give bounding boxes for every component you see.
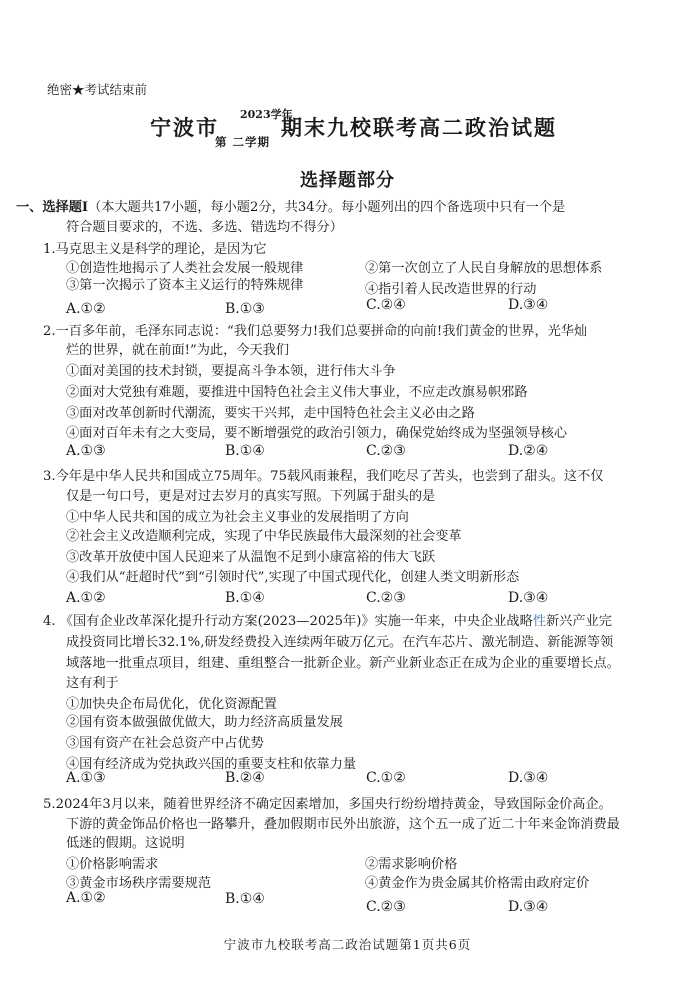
q4-choice-c[interactable]: C.①② [366, 770, 406, 786]
q4-stem-line3: 域落地一批重点项目，组建、重组整合一批新企业。新产业新业态正在成为企业的重要增长点。 [66, 656, 620, 671]
q1-choice-b[interactable]: B.①③ [225, 301, 265, 317]
title-term: 第 二学期 [215, 135, 271, 149]
q4-option-3: ③国有资产在社会总资产中占优势 [66, 736, 264, 751]
q3-option-1: ①中华人民共和国的成立为社会主义事业的发展指明了方向 [66, 510, 409, 525]
q3-stem-line1: 3.今年是中华人民共和国成立75周年。75载风雨兼程，我们吃尽了苦头，也尝到了甜头。这不仅 [43, 469, 604, 484]
q2-choice-b[interactable]: B.①④ [225, 443, 265, 459]
q2-choice-a[interactable]: A.①③ [66, 443, 106, 459]
title-year: 2023学年 [240, 108, 293, 121]
q3-stem-line2: 仅是一句口号，更是对过去岁月的真实写照。下列属于甜头的是 [66, 489, 436, 504]
q4-choice-d[interactable]: D.③④ [508, 770, 549, 786]
section-title: 选择题部分 [300, 170, 395, 191]
q1-choice-c[interactable]: C.②④ [366, 297, 406, 313]
q3-choice-a[interactable]: A.①② [66, 590, 106, 606]
q3-option-2: ②社会主义改造顺利完成，实现了中华民族最伟大最深刻的社会变革 [66, 529, 462, 544]
q1-option-1: ①创造性地揭示了人类社会发展一般规律 [66, 261, 304, 276]
q5-option-2: ②需求影响价格 [365, 857, 458, 872]
q4-option-2: ②国有资本做强做优做大，助力经济高质量发展 [66, 715, 343, 730]
part-heading-number: 一、选择题Ⅰ [16, 200, 89, 215]
q4-stem-line2: 成投资同比增长32.1%,研发经费投入连续两年破万亿元。在汽车芯片、激光制造、新能源等领 [66, 635, 614, 650]
q5-option-3: ③黄金市场秩序需要规范 [66, 876, 212, 891]
title-prefix: 宁波市 [150, 115, 219, 140]
q1-option-3: ③第一次揭示了资本主义运行的特殊规律 [66, 278, 304, 293]
q5-choice-c[interactable]: C.②③ [366, 899, 406, 915]
q5-stem-line3: 低迷的假期。这说明 [66, 836, 185, 851]
q5-stem-line2: 下游的黄金饰品价格也一路攀升，叠加假期市民外出旅游，这个五一成了近二十年来金饰消费最 [66, 817, 620, 832]
q3-choice-c[interactable]: C.②③ [366, 590, 406, 606]
exam-title [150, 112, 557, 142]
q1-choice-d[interactable]: D.③④ [508, 297, 549, 313]
confidential-label: 绝密★考试结束前 [47, 82, 148, 97]
q4-option-1: ①加快央企布局优化，优化资源配置 [66, 697, 277, 712]
page-footer: 宁波市九校联考高二政治试题第1页共6页 [223, 937, 472, 952]
q4-stem-highlight: 性 [532, 614, 546, 629]
q2-option-2: ②面对大党独有难题，要推进中国特色社会主义伟大事业，不应走改旗易帜邪路 [66, 385, 528, 400]
q2-stem-line1: 2.一百多年前，毛泽东同志说：“我们总要努力!我们总要拼命的向前!我们黄金的世界，光华灿 [43, 324, 588, 339]
part-heading-desc-line2: 符合题目要求的，不选、多选、错选均不得分） [66, 220, 343, 235]
q1-choice-a[interactable]: A.①② [66, 301, 106, 317]
q1-option-2: ②第一次创立了人民自身解放的思想体系 [365, 261, 603, 276]
q4-stem-line1-a: 4. 《国有企业改革深化提升行动方案(2023—2025年)》实施一年来，中央企业战略 [43, 614, 533, 629]
q2-option-1: ①面对美国的技术封锁，要提高斗争本领，进行伟大斗争 [66, 364, 396, 379]
q1-stem: 1.马克思主义是科学的理论，是因为它 [43, 242, 267, 257]
part-heading [16, 198, 565, 217]
q3-option-3: ③改革开放使中国人民迎来了从温饱不足到小康富裕的伟大飞跃 [66, 550, 436, 565]
title-suffix: 期末九校联考高二政治试题 [281, 115, 557, 140]
q4-choice-a[interactable]: A.①③ [66, 770, 106, 786]
q4-stem-line4: 这有利于 [66, 676, 119, 691]
q1-option-4: ④指引着人民改造世界的行动 [365, 282, 537, 297]
part-heading-desc: （本大题共17小题，每小题2分，共34分。每小题列出的四个备选项中只有一个是 [88, 200, 566, 215]
q4-stem-line1 [43, 612, 612, 631]
q5-option-1: ①价格影响需求 [66, 857, 159, 872]
q3-option-4: ④我们从“赶超时代”到“引领时代”,实现了中国式现代化，创建人类文明新形态 [66, 570, 520, 585]
q5-choice-a[interactable]: A.①② [66, 890, 106, 906]
q2-option-3: ③面对改革创新时代潮流，要实干兴邦，走中国特色社会主义必由之路 [66, 406, 475, 421]
q2-choice-d[interactable]: D.②④ [508, 443, 549, 459]
q2-option-4: ④面对百年未有之大变局，要不断增强党的政治引领力，确保党始终成为坚强领导核心 [66, 426, 568, 441]
q2-stem-line2: 烂的世界，就在前面!”为此，今天我们 [66, 343, 290, 358]
q5-choice-d[interactable]: D.③④ [508, 899, 549, 915]
q4-choice-b[interactable]: B.②④ [225, 770, 265, 786]
q3-choice-d[interactable]: D.③④ [508, 590, 549, 606]
q5-option-4: ④黄金作为贵金属其价格需由政府定价 [365, 876, 590, 891]
q5-stem-line1: 5.2024年3月以来，随着世界经济不确定因素增加，多国央行纷纷增持黄金，导致国际金价高企。 [43, 797, 612, 812]
q5-choice-b[interactable]: B.①④ [225, 891, 265, 907]
q3-choice-b[interactable]: B.①④ [225, 590, 265, 606]
q4-stem-line1-b: 新兴产业完 [546, 614, 612, 629]
q4-option-4: ④国有经济成为党执政兴国的重要支柱和依靠力量 [66, 757, 357, 772]
q2-choice-c[interactable]: C.②③ [366, 443, 406, 459]
